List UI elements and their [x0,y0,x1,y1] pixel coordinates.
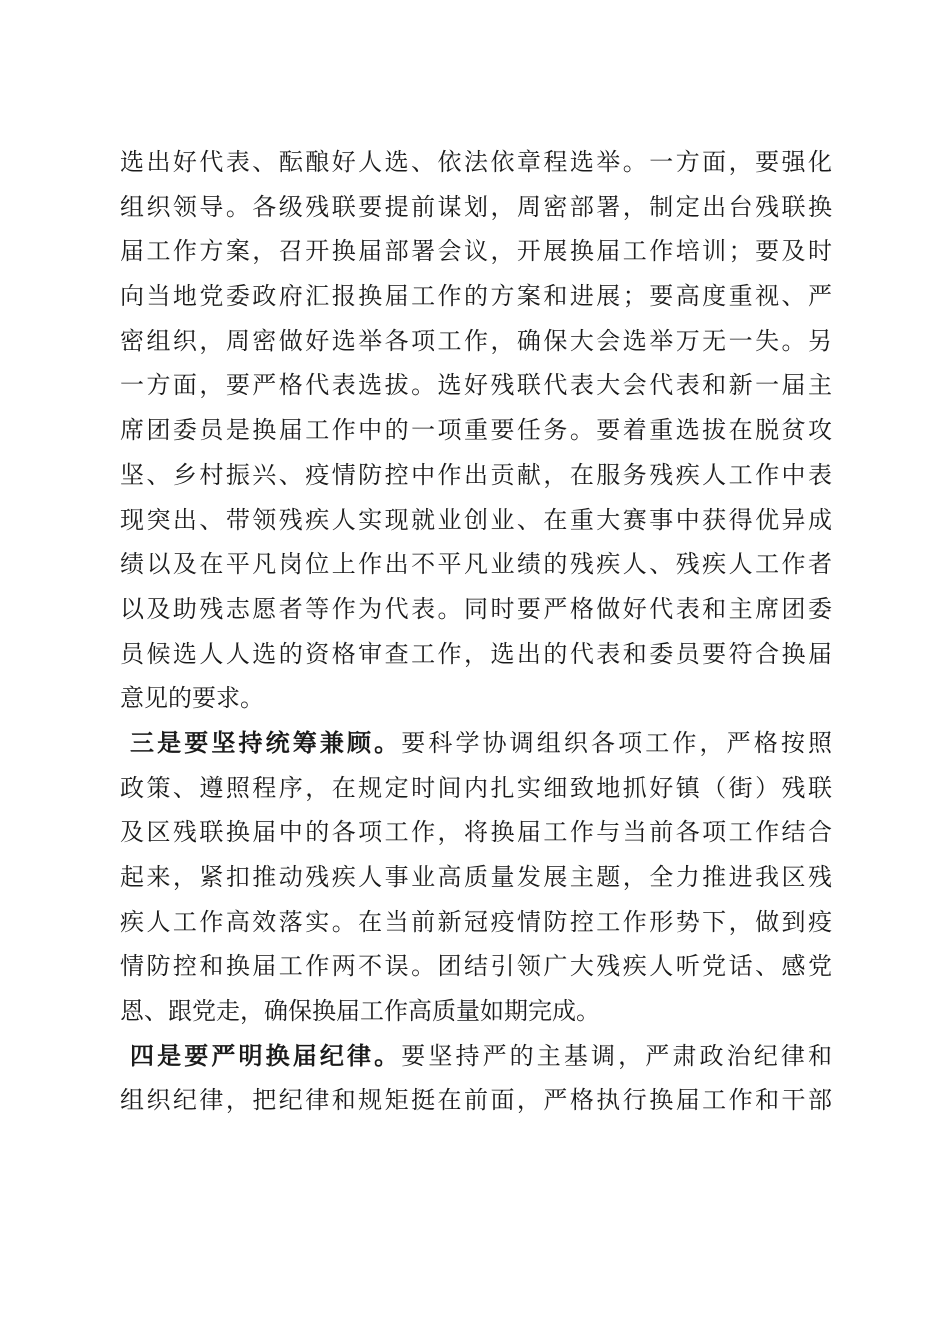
paragraph-discipline [120,1034,832,1123]
paragraph-overall-planning [120,721,832,1034]
text-line: 届工作方案，召开换届部署会议，开展换届工作培训；要及时 [120,237,832,266]
text-line: 政策、遵照程序，在规定时间内扎实细致地抓好镇（街）残联 [120,773,832,802]
text-line: 选出好代表、酝酿好人选、依法依章程选举。一方面，要强化 [120,148,832,176]
text-line: 及区残联换届中的各项工作，将换届工作与当前各项工作结合 [120,818,832,847]
text-line: 以及助残志愿者等作为代表。同时要严格做好代表和主席团委 [120,594,832,623]
text-line: 坚、乡村振兴、疫情防控中作出贡献，在服务残疾人工作中表 [120,460,832,489]
text-line: 起来，紧扣推动残疾人事业高质量发展主题，全力推进我区残 [120,863,832,891]
heading-rest-text: 要科学协调组织各项工作，严格按照 [401,728,833,757]
section-heading: 三是要坚持统筹兼顾。 [130,727,402,757]
section-heading: 四是要严明换届纪律。 [130,1040,402,1070]
text-line: 现突出、带领残疾人实现就业创业、在重大赛事中获得优异成 [120,505,832,534]
text-line: 向当地党委政府汇报换届工作的方案和进展；要高度重视、严 [120,282,832,311]
text-line [120,721,832,766]
text-line: 席团委员是换届工作中的一项重要任务。要着重选拔在脱贫攻 [120,416,832,445]
text-line: 疾人工作高效落实。在当前新冠疫情防控工作形势下，做到疫 [120,907,832,936]
text-line: 组织领导。各级残联要提前谋划，周密部署，制定出台残联换 [120,192,832,221]
text-line: 组织纪律，把纪律和规矩挺在前面，严格执行换届工作和干部 [120,1086,832,1115]
text-line: 绩以及在平凡岗位上作出不平凡业绩的残疾人、残疾人工作者 [120,550,832,579]
paragraph-representatives [120,140,832,721]
text-line: 员候选人人选的资格审查工作，选出的代表和委员要符合换届 [120,639,832,668]
heading-rest-text: 要坚持严的主基调，严肃政治纪律和 [401,1041,833,1070]
text-line: 一方面，要严格代表选拔。选好残联代表大会代表和新一届主 [120,371,832,400]
text-line: 恩、跟党走，确保换届工作高质量如期完成。 [120,997,600,1026]
text-line: 意见的要求。 [120,684,264,713]
document-page [120,140,832,1123]
text-line [120,1034,832,1079]
text-line: 情防控和换届工作两不误。团结引领广大残疾人听党话、感党 [120,952,832,981]
text-line: 密组织，周密做好选举各项工作，确保大会选举万无一失。另 [120,326,832,355]
